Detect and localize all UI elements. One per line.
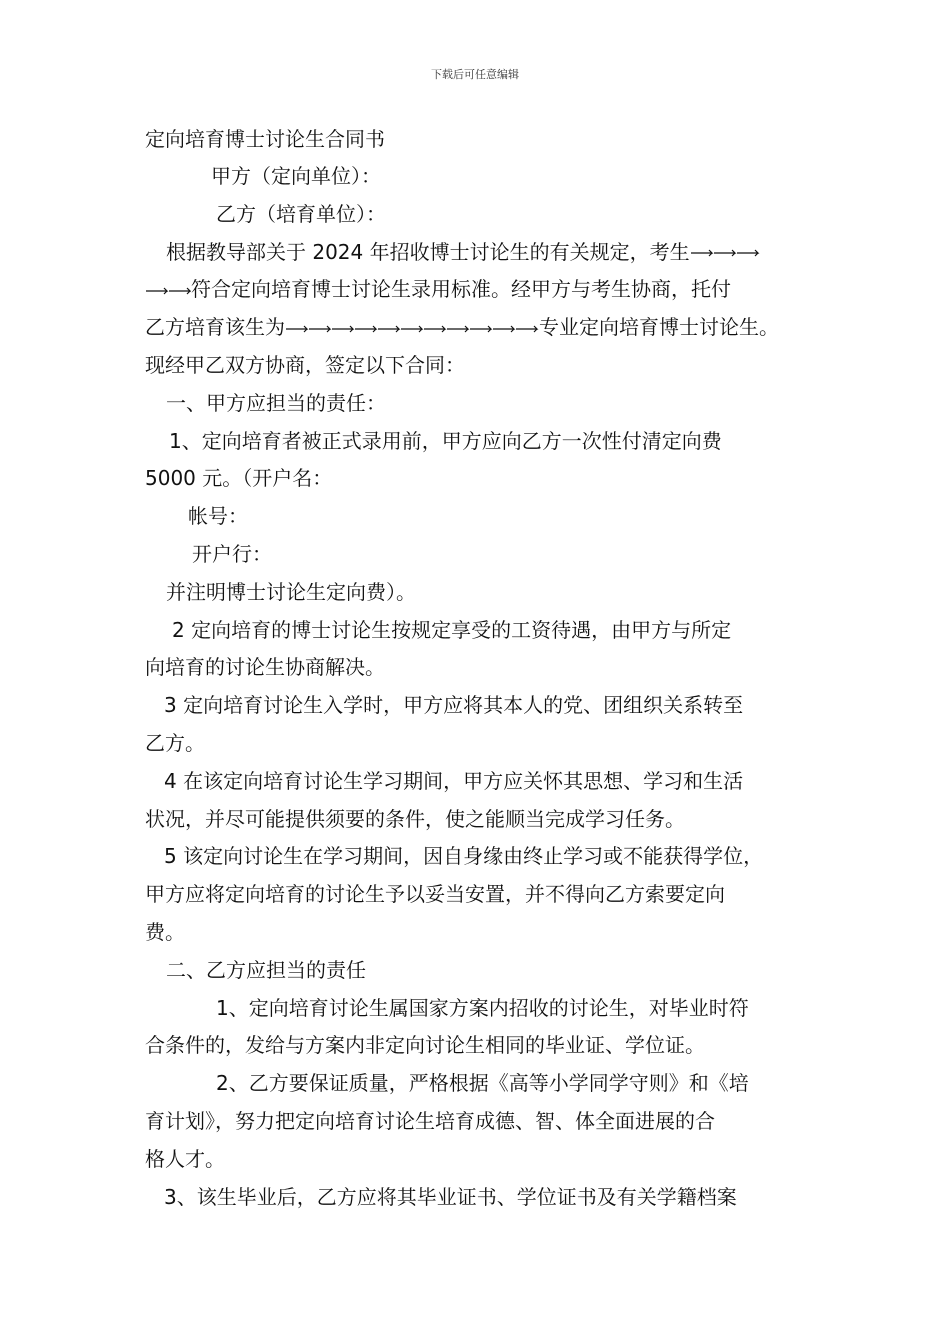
intro-line-2 — [145, 271, 825, 309]
s2-item1-line1: 1、定向培育讨论生属国家方案内招收的讨论生，对毕业时符 — [216, 995, 749, 1020]
s2-item2-line2: 育计划》，努力把定向培育讨论生培育成德、智、体全面进展的合 — [145, 1108, 715, 1133]
s1-item3-line1: 3 定向培育讨论生入学时，甲方应将其本人的党、团组织关系转至 — [164, 693, 744, 718]
account-number-line: 帐号： — [188, 504, 248, 529]
s2-item1-line2: 合条件的，发给与方案内非定向讨论生相同的毕业证、学位证。 — [145, 1033, 705, 1058]
s2-item2-line1: 2、乙方要保证质量，严格根据《高等小学同学守则》和《培 — [216, 1071, 749, 1096]
party-b-line: 乙方（培育单位）： — [216, 201, 386, 226]
s1-item4-line1: 4 在该定向培育讨论生学习期间，甲方应关怀其思想、学习和生活 — [164, 768, 744, 793]
s1-item1-line2: 5000 元。（开户名： — [145, 466, 333, 491]
s1-item2-line1: 2 定向培育的博士讨论生按规定享受的工资待遇，由甲方与所定 — [172, 617, 732, 642]
s1-item2-line2: 向培育的讨论生协商解决。 — [145, 655, 385, 680]
intro-line-1 — [145, 234, 825, 272]
intro-text-3a: 乙方培育该生为 — [145, 315, 285, 340]
bank-name-line: 开户行： — [192, 541, 272, 566]
examinee-name-blank — [690, 243, 760, 263]
intro-text-1: 根据教导部关于 2024 年招收博士讨论生的有关规定，考生 — [166, 239, 690, 264]
document-title: 定向培育博士讨论生合同书 — [145, 127, 385, 151]
s1-item5-line3: 费。 — [145, 919, 185, 944]
major-name-blank — [285, 319, 539, 339]
s1-item5-line1: 5 该定向讨论生在学习期间，因自身缘由终止学习或不能获得学位， — [164, 844, 764, 869]
intro-line-4: 现经甲乙双方协商，签定以下合同： — [145, 352, 465, 377]
document-body — [145, 121, 825, 1216]
intro-line-3 — [145, 309, 825, 347]
s1-item1-line1: 1、定向培育者被正式录用前，甲方应向乙方一次性付清定向费 — [169, 428, 722, 453]
page-header-note: 下载后可任意编辑 — [431, 68, 519, 81]
intro-text-2: 符合定向培育博士讨论生录用标准。经甲方与考生协商，托付 — [191, 277, 731, 302]
section1-heading: 一、甲方应担当的责任： — [166, 390, 386, 415]
examinee-name-blank-cont — [145, 281, 191, 301]
s1-item4-line2: 状况，并尽可能提供须要的条件，使之能顺当完成学习任务。 — [145, 806, 685, 831]
s1-item5-line2: 甲方应将定向培育的讨论生予以妥当安置，并不得向乙方索要定向 — [145, 882, 725, 907]
party-a-line: 甲方（定向单位）： — [211, 164, 381, 188]
s1-item3-line2: 乙方。 — [145, 730, 205, 755]
section2-heading: 二、乙方应担当的责任 — [166, 957, 366, 982]
s1-item1-line3: 并注明博士讨论生定向费）。 — [166, 579, 416, 604]
s2-item2-line3: 格人才。 — [145, 1146, 225, 1171]
intro-text-3b: 专业定向培育博士讨论生。 — [539, 315, 779, 340]
s2-item3-line1: 3、该生毕业后，乙方应将其毕业证书、学位证书及有关学籍档案 — [164, 1184, 737, 1209]
